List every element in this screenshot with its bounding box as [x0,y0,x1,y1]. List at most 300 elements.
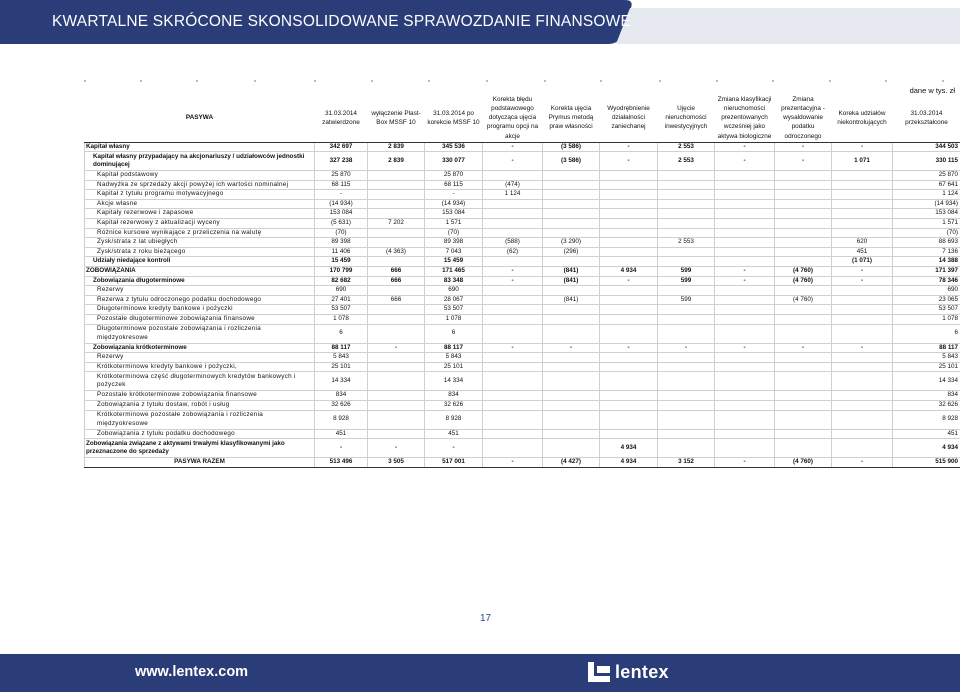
value-cell [600,295,658,305]
value-cell: 68 115 [315,180,368,190]
value-cell [368,286,425,296]
value-cell: (4 760) [775,458,832,468]
value-cell [832,305,893,315]
value-cell [483,209,543,219]
value-cell [483,305,543,315]
value-cell: - [483,276,543,286]
value-cell [658,257,715,267]
value-cell [715,362,775,372]
value-cell [368,199,425,209]
value-cell [543,439,600,458]
value-cell: 89 398 [425,238,483,248]
value-cell: - [543,343,600,353]
table-row [85,324,960,343]
value-cell [775,353,832,363]
unit-note: dane w tys. zł [909,86,955,95]
row-label: Długoterminowe pozostałe zobowiązania i rozliczenia międzyokresowe [85,324,315,343]
value-cell [715,372,775,391]
value-cell [658,180,715,190]
column-header: 31.03.2014 zatwierdzone [315,94,368,142]
logo-mark-icon [588,662,610,682]
row-label: Zobowiązania związane z aktywami trwałymi klasyfikowanymi jako przeznaczone do sprzedaży [85,439,315,458]
value-cell: 345 536 [425,142,483,152]
value-cell [543,190,600,200]
value-cell: 1 078 [893,315,960,325]
value-cell: 330 077 [425,152,483,171]
value-cell: - [425,190,483,200]
value-cell [543,391,600,401]
value-cell [600,410,658,429]
value-cell [543,353,600,363]
value-cell [600,429,658,439]
value-cell [483,199,543,209]
row-label: Nadwyżka ze sprzedaży akcji powyżej ich wartości nominalnej [85,180,315,190]
value-cell [775,372,832,391]
value-cell: (70) [425,228,483,238]
value-cell [775,180,832,190]
value-cell: 513 496 [315,458,368,468]
value-cell: (62) [483,247,543,257]
value-cell [483,295,543,305]
value-cell [832,429,893,439]
value-cell: 1 124 [483,190,543,200]
value-cell [715,286,775,296]
value-cell: 4 934 [600,439,658,458]
value-cell [368,315,425,325]
value-cell [715,324,775,343]
column-header: Wyodrębnienie działalności zaniechanej [600,94,658,142]
value-cell: - [715,142,775,152]
value-cell [832,199,893,209]
table-row [85,372,960,391]
value-cell: (841) [543,276,600,286]
value-cell: - [483,458,543,468]
value-cell [600,209,658,219]
value-cell [715,391,775,401]
value-cell [832,400,893,410]
value-cell: - [483,152,543,171]
value-cell: (4 760) [775,276,832,286]
value-cell: 8 928 [315,410,368,429]
value-cell: 6 [893,324,960,343]
value-cell [543,199,600,209]
column-header: Ujęcie nieruchomości inwestycyjnych [658,94,715,142]
value-cell: - [658,343,715,353]
value-cell [543,429,600,439]
row-label: Zobowiązania długoterminowe [85,276,315,286]
value-cell [483,257,543,267]
page-number: 17 [480,613,492,624]
value-cell: 68 115 [425,180,483,190]
value-cell: 834 [425,391,483,401]
value-cell [483,324,543,343]
column-header: Zmiana prezentacyjna - wysaldowanie podatku odroczonego [775,94,832,142]
value-cell [600,391,658,401]
value-cell [715,171,775,181]
row-label: Rezerwy [85,286,315,296]
value-cell [543,315,600,325]
value-cell [715,353,775,363]
value-cell [483,400,543,410]
table-row [85,353,960,363]
value-cell: 53 507 [315,305,368,315]
value-cell [543,372,600,391]
value-cell: - [832,142,893,152]
value-cell [483,315,543,325]
column-header: PASYWA [85,94,315,142]
value-cell: 690 [425,286,483,296]
value-cell [600,400,658,410]
value-cell: 451 [425,429,483,439]
value-cell: 834 [893,391,960,401]
table-row [85,410,960,429]
value-cell: (474) [483,180,543,190]
value-cell: 620 [832,238,893,248]
value-cell [368,324,425,343]
value-cell [832,372,893,391]
report-title: KWARTALNE SKRÓCONE SKONSOLIDOWANE SPRAWOZDANIE FINANSOWE [52,13,632,30]
value-cell: 666 [368,267,425,277]
value-cell: (3 586) [543,152,600,171]
row-label: Krótkoterminowe pozostałe zobowiązania i rozliczenia międzyokresowe [85,410,315,429]
value-cell [658,391,715,401]
value-cell [600,238,658,248]
value-cell: 2 553 [658,238,715,248]
value-cell [715,190,775,200]
value-cell [600,362,658,372]
value-cell [832,324,893,343]
value-cell: 599 [658,276,715,286]
value-cell [600,180,658,190]
value-cell: (14 934) [315,199,368,209]
value-cell [715,238,775,248]
value-cell: 32 626 [893,400,960,410]
value-cell [368,400,425,410]
value-cell: (70) [893,228,960,238]
value-cell: - [715,458,775,468]
value-cell: 14 388 [893,257,960,267]
row-label: Zobowiązania z tytułu podatku dochodowego [85,429,315,439]
value-cell: 1 078 [425,315,483,325]
table-row [85,142,960,152]
value-cell [658,305,715,315]
value-cell [832,315,893,325]
value-cell [832,209,893,219]
value-cell [368,362,425,372]
value-cell [775,199,832,209]
value-cell [658,199,715,209]
value-cell [832,190,893,200]
table-row [85,257,960,267]
value-cell: 171 465 [425,267,483,277]
value-cell [832,171,893,181]
value-cell: 3 505 [368,458,425,468]
value-cell: - [483,142,543,152]
row-label: Udziały niedające kontroli [85,257,315,267]
value-cell [832,180,893,190]
value-cell [658,372,715,391]
table-header-row [85,94,960,142]
table-row [85,238,960,248]
value-cell [658,315,715,325]
column-header: Korekta ujęcia Prymus metodą praw własności [543,94,600,142]
value-cell [600,372,658,391]
value-cell: - [600,152,658,171]
value-cell: 82 682 [315,276,368,286]
value-cell [775,324,832,343]
value-cell [775,362,832,372]
value-cell [543,410,600,429]
value-cell [368,238,425,248]
row-label: Kapitał własny przypadający na akcjonariuszy / udziałowców jednostki dominującej [85,152,315,171]
row-label: Zysk/strata z roku bieżącego [85,247,315,257]
value-cell: 2 553 [658,142,715,152]
value-cell: 32 626 [425,400,483,410]
value-cell [600,305,658,315]
value-cell: (3 586) [543,142,600,152]
value-cell [715,400,775,410]
table-row [85,190,960,200]
value-cell [483,429,543,439]
value-cell [775,305,832,315]
value-cell: - [775,142,832,152]
value-cell: 25 870 [893,171,960,181]
value-cell: 599 [658,295,715,305]
value-cell [775,286,832,296]
value-cell [368,429,425,439]
value-cell: 2 839 [368,152,425,171]
value-cell [832,353,893,363]
row-label: Zobowiązania krótkoterminowe [85,343,315,353]
value-cell [368,305,425,315]
value-cell: (841) [543,295,600,305]
value-cell: (4 363) [368,247,425,257]
value-cell: - [600,343,658,353]
value-cell: 7 043 [425,247,483,257]
value-cell [658,171,715,181]
value-cell: 6 [425,324,483,343]
value-cell: 153 084 [893,209,960,219]
row-label: Kapitał własny [85,142,315,152]
value-cell [543,305,600,315]
row-label: PASYWA RAZEM [85,458,315,468]
value-cell [658,286,715,296]
value-cell: (4 760) [775,267,832,277]
value-cell [368,257,425,267]
value-cell [483,391,543,401]
value-cell: 6 [315,324,368,343]
value-cell [715,247,775,257]
value-cell: 78 346 [893,276,960,286]
table-row [85,315,960,325]
value-cell: 5 843 [893,353,960,363]
value-cell [775,410,832,429]
value-cell: 25 101 [315,362,368,372]
value-cell: 83 348 [425,276,483,286]
value-cell [658,353,715,363]
value-cell [483,362,543,372]
value-cell: - [483,343,543,353]
value-cell: 451 [315,429,368,439]
value-cell [832,439,893,458]
value-cell [775,190,832,200]
value-cell: 1 078 [315,315,368,325]
value-cell [715,315,775,325]
value-cell: 451 [893,429,960,439]
value-cell: 7 136 [893,247,960,257]
column-header: Zmiana klasyfikacji nieruchomości prezentowanych wcześniej jako aktywa biologiczne [715,94,775,142]
value-cell: - [368,343,425,353]
value-cell: 690 [315,286,368,296]
value-cell: 517 001 [425,458,483,468]
value-cell [600,286,658,296]
value-cell [600,190,658,200]
value-cell: 25 870 [425,171,483,181]
value-cell [658,439,715,458]
value-cell [483,219,543,229]
value-cell: 451 [832,247,893,257]
column-header: Koreka udziałów niekontrolujących [832,94,893,142]
value-cell [658,219,715,229]
table-row [85,247,960,257]
value-cell [658,362,715,372]
row-label: Krótkoterminowe kredyty bankowe i pożyczki, [85,362,315,372]
table-row [85,209,960,219]
value-cell: 25 870 [315,171,368,181]
column-header: 31.03.2014 przekształcone [893,94,960,142]
value-cell [368,171,425,181]
value-cell: 1 071 [832,152,893,171]
value-cell: 11 406 [315,247,368,257]
value-cell [715,429,775,439]
value-cell [600,228,658,238]
value-cell [775,429,832,439]
value-cell: - [315,439,368,458]
value-cell [600,324,658,343]
table-body [85,142,960,467]
column-header: wyłączenie Plast-Box MSSF 10 [368,94,425,142]
value-cell [715,228,775,238]
table-row [85,228,960,238]
row-label: Długoterminowe kredyty bankowe i pożyczki [85,305,315,315]
row-label: Kapitał rezerwowy z aktualizacji wyceny [85,219,315,229]
value-cell: (4 760) [775,295,832,305]
value-cell [658,324,715,343]
value-cell: 53 507 [425,305,483,315]
value-cell: 14 334 [893,372,960,391]
report-header-band [0,0,960,44]
value-cell: - [600,142,658,152]
value-cell [715,295,775,305]
value-cell [543,257,600,267]
value-cell: 89 398 [315,238,368,248]
value-cell: 67 641 [893,180,960,190]
value-cell [543,400,600,410]
value-cell [775,247,832,257]
value-cell [368,391,425,401]
value-cell [600,315,658,325]
value-cell: (70) [315,228,368,238]
value-cell: - [368,439,425,458]
value-cell: 690 [893,286,960,296]
value-cell [543,171,600,181]
website-link[interactable]: www.lentex.com [135,664,249,680]
value-cell: 88 693 [893,238,960,248]
value-cell: 599 [658,267,715,277]
table-row [85,400,960,410]
row-label: Akcje własne [85,199,315,209]
table-row [85,391,960,401]
value-cell: 25 101 [893,362,960,372]
value-cell: 88 117 [893,343,960,353]
value-cell [715,209,775,219]
value-cell: 15 459 [315,257,368,267]
row-label: Kapitał podstawowy [85,171,315,181]
value-cell: (841) [543,267,600,277]
value-cell [775,257,832,267]
value-cell: 171 397 [893,267,960,277]
value-cell: - [483,267,543,277]
value-cell: 666 [368,295,425,305]
dotted-separator [84,80,960,84]
value-cell: (588) [483,238,543,248]
value-cell: 32 626 [315,400,368,410]
company-logo [588,660,669,684]
value-cell [715,180,775,190]
value-cell: 8 928 [893,410,960,429]
value-cell: - [315,190,368,200]
value-cell: 14 334 [425,372,483,391]
table-row [85,152,960,171]
value-cell: - [775,343,832,353]
value-cell [775,219,832,229]
value-cell [658,429,715,439]
table-row [85,362,960,372]
value-cell [368,209,425,219]
value-cell: 1 571 [893,219,960,229]
value-cell: 1 571 [425,219,483,229]
row-label: Rezerwa z tytułu odroczonego podatku dochodowego [85,295,315,305]
value-cell [600,353,658,363]
table-row [85,267,960,277]
value-cell [832,219,893,229]
value-cell [658,209,715,219]
value-cell: 5 843 [315,353,368,363]
row-label: Pozostałe długoterminowe zobowiązania finansowe [85,315,315,325]
value-cell [543,324,600,343]
value-cell [775,171,832,181]
row-label: ZOBOWIĄZANIA [85,267,315,277]
value-cell: 344 503 [893,142,960,152]
value-cell [600,219,658,229]
value-cell: (3 290) [543,238,600,248]
value-cell [368,180,425,190]
value-cell [775,228,832,238]
row-label: Kapitały rezerwowe i zapasowe [85,209,315,219]
value-cell: - [832,343,893,353]
value-cell: 23 065 [893,295,960,305]
value-cell [368,410,425,429]
value-cell [543,228,600,238]
table-row [85,295,960,305]
logo-wordmark: lentex [615,661,669,682]
value-cell [775,439,832,458]
value-cell: (14 934) [893,199,960,209]
value-cell: 342 697 [315,142,368,152]
value-cell [832,410,893,429]
value-cell [715,410,775,429]
value-cell [368,190,425,200]
